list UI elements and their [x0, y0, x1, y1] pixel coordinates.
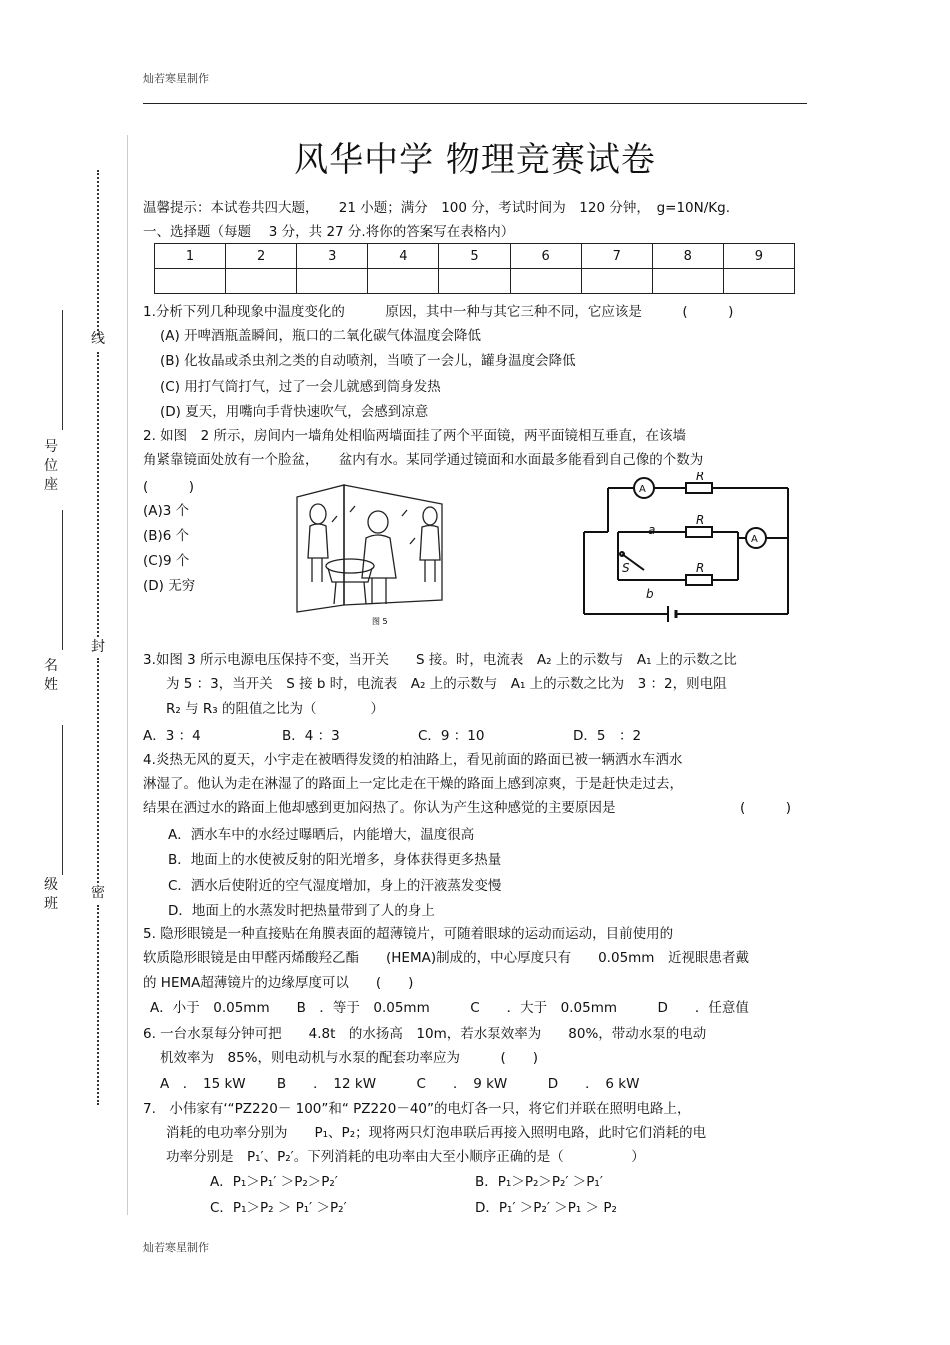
q7-line2: 消耗的电功率分别为 P₁、P₂；现将两只灯泡串联后再接入照明电路，此时它们消耗的电: [166, 1125, 707, 1141]
q7-option-a: A．P₁＞P₁′ ＞P₂＞P₂′: [210, 1174, 338, 1190]
intro-text: 温馨提示：本试卷共四大题， 21 小题；满分 100 分，考试时间为 120 分钟， g=10N/Kg.: [143, 200, 731, 216]
q3-option-a: A．3 ：4: [143, 728, 201, 744]
seat-number-label: 号位座: [44, 439, 58, 493]
resistor-label: R: [696, 513, 705, 527]
q3-option-c: C．9 ：10: [418, 728, 485, 744]
q5-options: A．小于 0.05mm B ．等于 0.05mm C ．大于 0.05mm D ．任意值: [150, 1000, 749, 1016]
q3-line3: R₂ 与 R₃ 的阻值之比为（ ）: [166, 701, 384, 717]
dotted-line: [97, 352, 99, 637]
mirror-corner-figure: [292, 482, 452, 627]
answer-header: 6: [510, 244, 581, 269]
answer-header: 2: [226, 244, 297, 269]
answer-cell[interactable]: [368, 269, 439, 294]
q4-line1: 4.炎热无风的夏天，小宇走在被晒得发烫的柏油路上，看见前面的路面已被一辆洒水车洒水: [143, 752, 683, 768]
q7-option-d: D．P₁′ ＞P₂′ ＞P₁ ＞ P₂: [475, 1200, 617, 1216]
q2-option-c: (C)9 个: [143, 553, 190, 569]
q5-line2: 软质隐形眼镜是由甲醛丙烯酸羟乙酯 (HEMA)制成的，中心厚度只有 0.05mm 近视眼患者戴: [143, 950, 749, 966]
q4-option-c: C．洒水后使附近的空气湿度增加，身上的汗液蒸发变慢: [168, 878, 502, 894]
figure-caption: 图 5: [372, 617, 388, 626]
q1-option-d: (D) 夏天，用嘴向手背快速吹气，会感到凉意: [160, 404, 429, 420]
footer-maker: 灿若寒星制作: [143, 1241, 209, 1254]
q7-option-c: C．P₁＞P₂ ＞ P₁′ ＞P₂′: [210, 1200, 347, 1216]
q7-line3: 功率分别是 P₁′、P₂′。下列消耗的电功率由大至小顺序正确的是（ ）: [166, 1149, 645, 1165]
q2-option-b: (B)6 个: [143, 528, 190, 544]
answer-header: 9: [723, 244, 794, 269]
circuit-diagram: [578, 472, 796, 624]
answer-header: 1: [155, 244, 226, 269]
q2-option-a: (A)3 个: [143, 503, 190, 519]
margin-line: [127, 135, 128, 1215]
side-rule: [62, 725, 63, 875]
q4-option-a: A．洒水车中的水经过曝晒后，内能增大，温度很高: [168, 827, 475, 843]
q1-stem: 1.分析下列几种现象中温度变化的 原因，其中一种与其它三种不同，它应该是 ( ): [143, 304, 734, 320]
q6-options: A ． 15 kW B ． 12 kW C ． 9 kW D ． 6 kW: [160, 1076, 640, 1092]
answer-cell[interactable]: [723, 269, 794, 294]
answer-cell[interactable]: [226, 269, 297, 294]
q4-option-b: B．地面上的水使被反射的阳光增多，身体获得更多热量: [168, 852, 502, 868]
answer-header: 4: [368, 244, 439, 269]
side-rule: [62, 510, 63, 650]
name-label: 名姓: [44, 658, 58, 693]
page-title: 风华中学 物理竞赛试卷: [294, 140, 656, 180]
q2-line2: 角紧靠镜面处放有一个脸盆， 盆内有水。某同学通过镜面和水面最多能看到自己像的个数为: [143, 452, 704, 468]
q3-option-d: D．5 ：2: [573, 728, 642, 744]
seal-mark-seal: 封: [91, 639, 105, 655]
answer-cell[interactable]: [297, 269, 368, 294]
header-rule: [143, 103, 807, 104]
q4-answer-blank: ( ): [740, 800, 792, 816]
resistor-label: R: [696, 561, 705, 575]
seal-mark-secret: 密: [91, 885, 105, 901]
q2-line3: ( ): [143, 479, 195, 495]
q1-option-b: (B) 化妆晶或杀虫剂之类的自动喷剂，当喷了一会儿，罐身温度会降低: [160, 353, 576, 369]
dotted-line: [97, 905, 99, 1105]
q3-option-b: B．4 ：3: [282, 728, 340, 744]
q5-line1: 5. 隐形眼镜是一种直接贴在角膜表面的超薄镜片，可随着眼球的运动而运动，目前使用的: [143, 926, 674, 942]
q3-line1: 3.如图 3 所示电源电压保持不变，当开关 S 接。时，电流表 A₂ 上的示数与 A₁ 上的示数之比: [143, 652, 737, 668]
q7-option-b: B．P₁＞P₂＞P₂′ ＞P₁′: [475, 1174, 603, 1190]
point-b-label: b: [646, 587, 654, 601]
q1-option-a: (A) 开啤酒瓶盖瞬间，瓶口的二氧化碳气体温度会降低: [160, 328, 482, 344]
resistor-label: R: [696, 472, 705, 483]
answer-cell[interactable]: [652, 269, 723, 294]
answer-header: 3: [297, 244, 368, 269]
q4-line3: 结果在洒过水的路面上他却感到更加闷热了。你认为产生这种感觉的主要原因是: [143, 800, 616, 816]
answer-header: 5: [439, 244, 510, 269]
answer-cell[interactable]: [581, 269, 652, 294]
q5-line3: 的 HEMA超薄镜片的边缘厚度可以 ( ): [143, 975, 414, 991]
q7-line1: 7. 小伟家有‘“PZ220－ 100”和“ PZ220－40”的电灯各一只，将它们并联在照明电路上，: [143, 1101, 691, 1117]
answer-table: [154, 243, 795, 294]
ammeter-a2-label: A: [751, 534, 758, 545]
switch-label: S: [622, 561, 630, 575]
side-rule: [62, 310, 63, 430]
seal-mark-line: 线: [91, 331, 105, 347]
q4-option-d: D．地面上的水蒸发时把热量带到了人的身上: [168, 903, 435, 919]
dotted-line: [97, 658, 99, 883]
section-heading: 一、选择题（每题 3 分，共 27 分.将你的答案写在表格内）: [143, 224, 515, 240]
dotted-line: [97, 170, 99, 335]
answer-cell[interactable]: [155, 269, 226, 294]
answer-header: 7: [581, 244, 652, 269]
answer-header: 8: [652, 244, 723, 269]
ammeter-a1-label: A: [639, 484, 646, 495]
header-maker: 灿若寒星制作: [143, 72, 209, 85]
q2-option-d: (D) 无穷: [143, 578, 196, 594]
q3-line2: 为 5 ：3，当开关 S 接 b 时，电流表 A₂ 上的示数与 A₁ 上的示数之比为 3 ：2，则电阻: [166, 676, 727, 692]
q2-line1: 2. 如图 2 所示，房间内一墙角处相临两墙面挂了两个平面镜，两平面镜相互垂直，在该墙: [143, 428, 687, 444]
q6-line2: 机效率为 85%，则电动机与水泵的配套功率应为 ( ): [160, 1050, 539, 1066]
q4-line2: 淋湿了。他认为走在淋湿了的路面上一定比走在干燥的路面上感到凉爽，于是赶快走过去，: [143, 776, 683, 792]
answer-cell[interactable]: [439, 269, 510, 294]
class-label: 级班: [44, 877, 58, 912]
point-a-label: a: [648, 523, 656, 537]
q6-line1: 6. 一台水泵每分钟可把 4.8t 的水扬高 10m，若水泵效率为 80%，带动水泵的电动: [143, 1026, 707, 1042]
answer-cell[interactable]: [510, 269, 581, 294]
q1-option-c: (C) 用打气筒打气，过了一会儿就感到筒身发热: [160, 379, 441, 395]
